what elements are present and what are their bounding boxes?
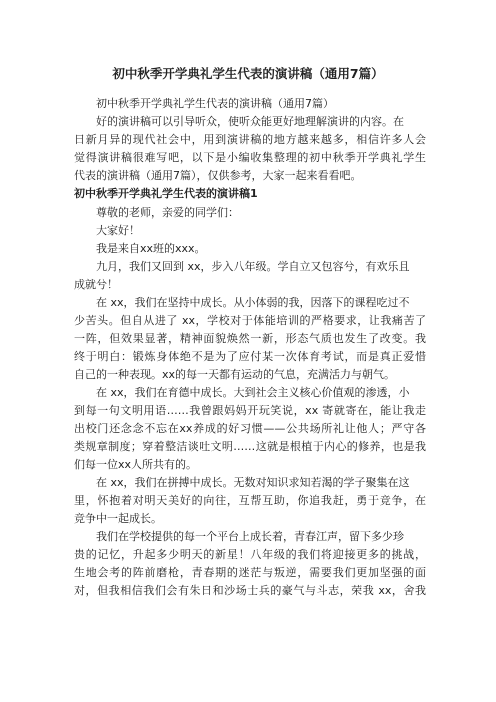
paragraph-line: 尊敬的老师，亲爱的同学们： xyxy=(96,206,239,219)
paragraph-line: 对，但我相信我们会有朱日和沙场士兵的豪气与斗志，荣我 xx，舍我 xyxy=(74,584,426,597)
paragraph-line: 在 xx，我们在拼搏中成长。无数对知识求知若渴的学子聚集在这 xyxy=(96,476,410,489)
paragraph-line: 终于明白：锻炼身体绝不是为了应付某一次体育考试，而是真正爱惜 xyxy=(74,350,426,363)
paragraph-line: 好的演讲稿可以引导听众，使听众能更好地理解演讲的内容。在 xyxy=(96,115,404,128)
paragraph-line: 里，怀抱着对明天美好的向往，互帮互助，你追我赶，勇于竞争，在 xyxy=(74,494,426,507)
paragraph-line: 我们在学校提供的每一个平台上成长着，青春江声，留下多少珍 xyxy=(96,530,404,543)
paragraph-line: 少苦头。但自从进了 xx，学校对于体能培训的严格要求，让我痛苦了 xyxy=(74,314,426,327)
paragraph-line: 生地会考的阵前磨枪，青春期的迷茫与叛逆，需要我们更加坚强的面 xyxy=(74,566,426,579)
paragraph-line: 类规章制度；穿着整洁谈吐文明……这就是根植于内心的修养，也是我 xyxy=(74,440,426,453)
paragraph-line: 大家好！ xyxy=(96,224,140,237)
document-title: 初中秋季开学典礼学生代表的演讲稿（通用7篇） xyxy=(112,66,384,81)
subtitle-line: 初中秋季开学典礼学生代表的演讲稿（通用7篇） xyxy=(96,97,334,110)
paragraph-line: 我是来自xx班的xxx。 xyxy=(96,242,206,255)
paragraph-line: 到每一句文明用语……我曾跟妈妈开玩笑说，xx 寄就寄在，能让我走 xyxy=(74,404,426,417)
paragraph-line: 九月，我们又回到 xx，步入八年级。学自立又包容兮，有欢乐且 xyxy=(96,260,410,273)
paragraph-line: 觉得演讲稿很难写吧，以下是小编收集整理的初中秋季开学典礼学生 xyxy=(74,151,426,164)
paragraph-line: 自己的一种表现。xx的每一天都有运动的气息，充满活力与朝气。 xyxy=(74,368,396,381)
paragraph-line: 们每一位xx人所共有的。 xyxy=(74,458,198,471)
paragraph-line: 在 xx，我们在育德中成长。大到社会主义核心价值观的渗透，小 xyxy=(96,386,410,399)
paragraph-line: 出校门还念念不忘在xx养成的好习惯——公共场所礼让他人；严守各 xyxy=(74,422,426,435)
paragraph-line: 代表的演讲稿（通用7篇），仅供参考，大家一起来看看吧。 xyxy=(74,169,362,182)
paragraph-line: 竞争中一起成长。 xyxy=(74,512,162,525)
section-heading: 初中秋季开学典礼学生代表的演讲稿1 xyxy=(74,187,258,200)
paragraph-line: 日新月异的现代社会中，用到演讲稿的地方越来越多，相信许多人会 xyxy=(74,133,426,146)
paragraph-line: 一阵，但效果显著，精神面貌焕然一新，形态气质也发生了改变。我 xyxy=(74,332,426,345)
paragraph-line: 成就兮！ xyxy=(74,278,118,291)
paragraph-line: 在 xx，我们在坚持中成长。从小体弱的我，因落下的课程吃过不 xyxy=(96,296,410,309)
paragraph-line: 贵的记忆，升起多少明天的新星！八年级的我们将迎接更多的挑战， xyxy=(74,548,426,561)
